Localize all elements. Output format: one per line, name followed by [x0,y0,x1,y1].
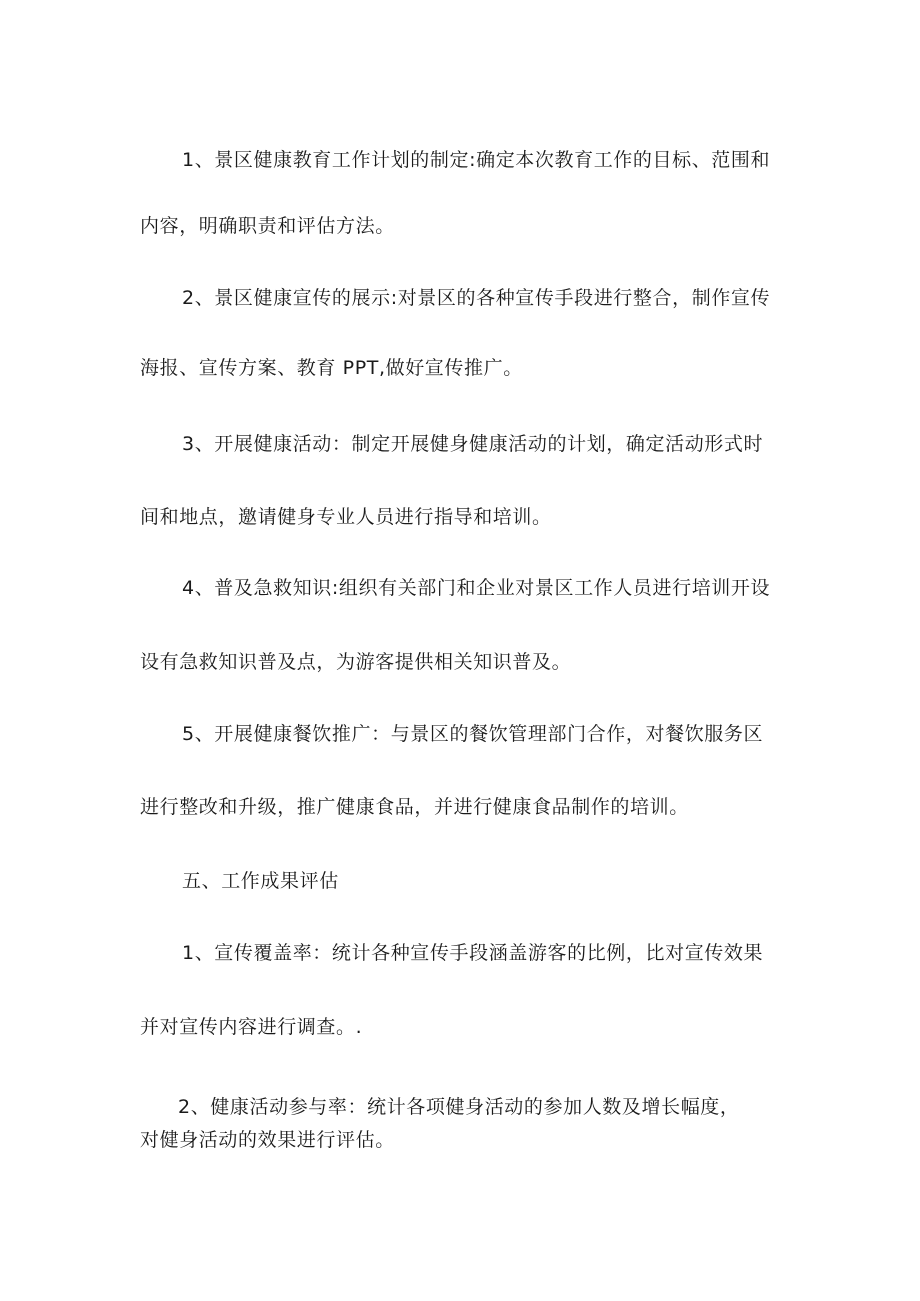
item-1-line-2: 内容，明确职责和评估方法。 [140,215,395,237]
item-3-line-1: 3、开展健康活动：制定开展健身健康活动的计划，确定活动形式时 [182,433,764,455]
item-5-line-1: 5、开展健康餐饮推广：与景区的餐饮管理部门合作，对餐饮服务区 [182,723,764,745]
eval-1-line-2: 并对宣传内容进行调查。. [140,1016,363,1038]
item-2-line-2: 海报、宣传方案、教育 PPT,做好宣传推广。 [140,357,523,379]
item-3-line-2: 间和地点，邀请健身专业人员进行指导和培训。 [140,506,552,528]
section-heading: 五、工作成果评估 [182,870,339,892]
eval-2-line-2: 对健身活动的效果进行评估。 [140,1129,395,1151]
item-5-line-2: 进行整改和升级，推广健康食品，并进行健康食品制作的培训。 [140,796,689,818]
item-4-line-1: 4、普及急救知识:组织有关部门和企业对景区工作人员进行培训开设 [182,577,771,599]
item-1-line-1: 1、景区健康教育工作计划的制定:确定本次教育工作的目标、范围和 [182,149,771,171]
eval-1-line-1: 1、宣传覆盖率：统计各种宣传手段涵盖游客的比例，比对宣传效果 [182,942,764,964]
eval-2-line-1: 2、健康活动参与率：统计各项健身活动的参加人数及增长幅度， [178,1096,740,1118]
item-2-line-1: 2、景区健康宣传的展示:对景区的各种宣传手段进行整合，制作宣传 [182,287,771,309]
item-4-line-2: 设有急救知识普及点，为游客提供相关知识普及。 [140,651,572,673]
